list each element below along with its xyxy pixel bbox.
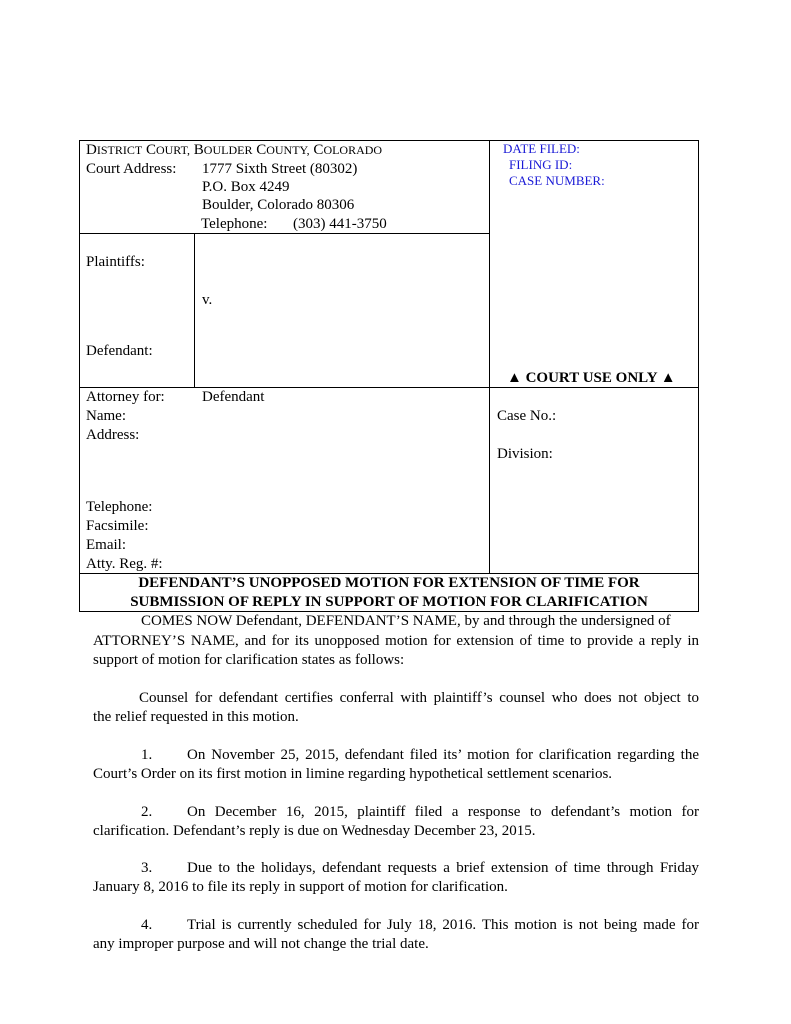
list-item-text: Trial is currently scheduled for July 18, 2016. This motion is not being made for <box>187 917 699 933</box>
table-bottom-border <box>79 611 699 612</box>
conferral-paragraph-line: Counsel for defendant certifies conferral with plaintiff’s counsel who does not object to <box>139 690 699 706</box>
defendant-label: Defendant: <box>86 343 153 359</box>
attorney-telephone-label: Telephone: <box>86 499 153 515</box>
conferral-paragraph-line: the relief requested in this motion. <box>93 709 299 725</box>
court-address-line: P.O. Box 4249 <box>202 179 290 195</box>
motion-title-line: SUBMISSION OF REPLY IN SUPPORT OF MOTION FOR CLARIFICATION <box>130 594 648 610</box>
court-address-line: 1777 Sixth Street (80302) <box>202 161 358 177</box>
caption-divider-3 <box>79 573 699 574</box>
list-item-text: January 8, 2016 to file its reply in support of motion for clarification. <box>93 879 508 895</box>
attorney-reg-label: Atty. Reg. #: <box>86 556 163 572</box>
attorney-name-label: Name: <box>86 408 126 424</box>
list-item-text: clarification. Defendant’s reply is due on Wednesday December 23, 2015. <box>93 823 536 839</box>
date-filed-label: DATE FILED: <box>503 141 580 156</box>
attorney-facsimile-label: Facsimile: <box>86 518 149 534</box>
court-name: DISTRICT COURT, BOULDER COUNTY, COLORADO <box>86 142 383 158</box>
court-telephone-label: Telephone: <box>201 216 268 232</box>
plaintiffs-label: Plaintiffs: <box>86 254 145 270</box>
attorney-email-label: Email: <box>86 537 126 553</box>
table-top-border <box>79 140 699 141</box>
list-item-text: any improper purpose and will not change the trial date. <box>93 936 429 952</box>
versus-text: v. <box>202 292 213 308</box>
court-use-only: ▲ COURT USE ONLY ▲ <box>507 370 676 386</box>
intro-paragraph-line: COMES NOW Defendant, DEFENDANT’S NAME, by and through the undersigned of <box>141 613 671 629</box>
list-item-text: Court’s Order on its first motion in limine regarding hypothetical settlement scenarios. <box>93 766 613 782</box>
list-item-text: On December 16, 2015, plaintiff filed a response to defendant’s motion for <box>187 804 699 820</box>
attorney-for-value: Defendant <box>202 389 265 405</box>
intro-paragraph-line: ATTORNEY’S NAME, and for its unopposed motion for extension of time to provide a reply in <box>93 633 699 649</box>
list-item-text: On November 25, 2015, defendant filed its’ motion for clarification regarding the <box>187 747 699 763</box>
intro-paragraph-line: support of motion for clarification states as follows: <box>93 652 405 668</box>
case-no-label: Case No.: <box>497 408 557 424</box>
list-item-number: 4. <box>141 917 153 933</box>
list-item-number: 1. <box>141 747 153 763</box>
court-telephone-value: (303) 441-3750 <box>293 216 387 232</box>
caption-divider-1 <box>79 233 490 234</box>
motion-title-line: DEFENDANT’S UNOPPOSED MOTION FOR EXTENSION OF TIME FOR <box>138 575 640 591</box>
attorney-address-label: Address: <box>86 427 140 443</box>
filing-id-label: FILING ID: <box>509 157 573 172</box>
case-number-label: CASE NUMBER: <box>509 173 605 188</box>
table-center-divider <box>489 140 490 573</box>
parties-label-divider <box>194 233 195 388</box>
list-item-number: 2. <box>141 804 153 820</box>
attorney-for-label: Attorney for: <box>86 389 165 405</box>
caption-divider-2 <box>79 387 699 388</box>
list-item-text: Due to the holidays, defendant requests a brief extension of time through Friday <box>187 860 699 876</box>
court-address-line: Boulder, Colorado 80306 <box>202 197 355 213</box>
list-item-number: 3. <box>141 860 153 876</box>
division-label: Division: <box>497 446 553 462</box>
court-address-label: Court Address: <box>86 161 177 177</box>
table-left-border <box>79 140 80 612</box>
table-right-border <box>698 140 699 612</box>
